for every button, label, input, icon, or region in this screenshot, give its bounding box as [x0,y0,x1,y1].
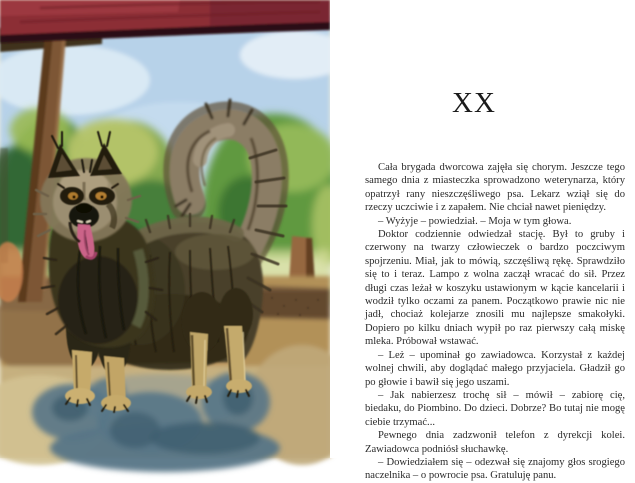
chapter-body [365,161,625,483]
dog-watercolor-illustration [0,0,330,458]
text-page [330,0,635,482]
paragraph: – Jak nabierzesz trochę sił – mówił – zabiorę cię, biedaku, do Piombino. Do dzieci. Dobrze? Bo tutaj nie mogę ciebie trzymać... [365,389,625,428]
paragraph: – Wyżyje – powiedział. – Moja w tym głowa. [378,215,572,227]
paragraph: Pewnego dnia zadzwonił telefon z dyrekcji kolei. Zawiadowca podniósł słuchawkę. [365,430,625,455]
chapter-heading: XX [452,87,496,119]
illustration-page [0,0,330,458]
paragraph: Cała brygada dworcowa zajęła się chorym. Jeszcze tego samego dnia z miasteczka sprowadzono weterynarza, który opatrzył rany nieszczęśliwego psa. Lekarz wziął się do rzeczy uczciwie i z zapałem. Nie chciał nawet pieniędzy. [365,162,625,214]
paragraph: Doktor codziennie odwiedzał stację. Był to gruby i czerwony na twarzy człowieczek o bardzo poczciwym spojrzeniu. Miał, jak to mówią, szczęśliwą rękę. Sprawdziło się to i teraz. Lampo z wolna zaczął wracać do sił. Przez długi czas leżał w koszyku ustawionym w kącie kancelarii i wodził tylko oczami za panem. Początkowo prawie nic nie jadł, chociaż kolejarze znosili mu najlepsze smakołyki. Dopiero po kilku dniach wypił po raz pierwszy całą miskę mleka. Próbował wstawać. [365,229,625,348]
paragraph: – Leż – upominał go zawiadowca. Korzystał z każdej wolnej chwili, aby doglądać małego przyjaciela. Gładził go po głowie i bawił się jego uszami. [365,349,625,388]
dog-nose [76,203,92,213]
paragraph: – Dowiedziałem się – odezwał się znajomy głos srogiego naczelnika – o powrocie psa. Gratuluję panu. [365,456,625,482]
